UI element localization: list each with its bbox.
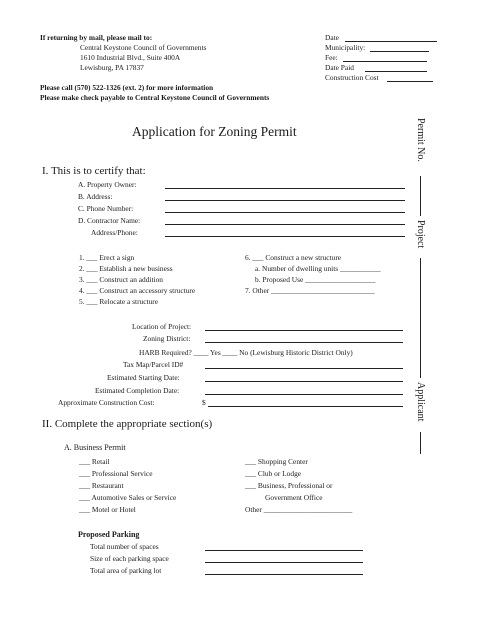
location-label: Location of Project: — [132, 322, 192, 331]
side-permit-field[interactable] — [420, 176, 421, 216]
option-relocate-structure[interactable]: 5. ___ Relocate a structure — [79, 297, 159, 306]
side-applicant-label: Applicant — [415, 382, 426, 422]
business-permit-title: A. Business Permit — [64, 443, 126, 452]
office-date-field[interactable] — [345, 41, 437, 42]
office-construction-cost-label: Construction Cost — [325, 73, 379, 82]
option-accessory-structure[interactable]: 4. ___ Construct an accessory structure — [79, 286, 196, 295]
parking-spaces-field[interactable] — [205, 550, 363, 551]
check-note: Please make check payable to Central Keystone Council of Governments — [40, 93, 270, 102]
business-professional-service[interactable]: ___ Professional Service — [79, 469, 153, 478]
option-other[interactable]: 7. Other ____________________________ — [245, 286, 375, 295]
office-date-label: Date — [325, 33, 339, 42]
side-permit-label: Permit No. — [415, 118, 426, 162]
mail-street: 1610 Industrial Blvd., Suite 400A — [80, 53, 181, 62]
section-1-title: I. This is to certify that: — [42, 165, 146, 177]
business-retail[interactable]: ___ Retail — [79, 457, 110, 466]
option-erect-sign[interactable]: 1. ___ Erect a sign — [79, 253, 135, 262]
start-date-label: Estimated Starting Date: — [107, 373, 180, 382]
start-date-field[interactable] — [205, 381, 403, 382]
location-field[interactable] — [205, 330, 403, 331]
contractor-field[interactable] — [165, 224, 405, 225]
business-professional-government[interactable]: ___ Business, Professional or — [245, 481, 333, 490]
contractor-label: D. Contractor Name: — [78, 216, 141, 225]
office-municipality-field[interactable] — [370, 51, 429, 52]
zoning-district-field[interactable] — [205, 342, 403, 343]
section-2-title: II. Complete the appropriate section(s) — [42, 418, 213, 430]
business-restaurant[interactable]: ___ Restaurant — [79, 481, 124, 490]
side-project-label: Project — [415, 220, 426, 249]
phone-field[interactable] — [165, 212, 405, 213]
mail-organization: Central Keystone Council of Governments — [80, 43, 207, 52]
property-owner-field[interactable] — [165, 188, 405, 189]
proposed-use-field[interactable]: b. Proposed Use ___________________ — [255, 275, 376, 284]
office-date-paid-field[interactable] — [365, 71, 427, 72]
property-owner-label: A. Property Owner: — [78, 180, 137, 189]
tax-map-label: Tax Map/Parcel ID# — [123, 360, 184, 369]
address-label: B. Address: — [78, 192, 113, 201]
zoning-district-label: Zoning District: — [143, 334, 191, 343]
completion-date-label: Estimated Completion Date: — [95, 386, 180, 395]
office-construction-cost-field[interactable] — [387, 81, 433, 82]
dollar-sign: $ — [202, 398, 206, 407]
business-automotive[interactable]: ___ Automotive Sales or Service — [79, 493, 177, 502]
mail-instruction: If returning by mail, please mail to: — [40, 33, 153, 42]
business-government-office-label: Government Office — [265, 493, 323, 502]
office-municipality-label: Municipality: — [325, 43, 366, 52]
completion-date-field[interactable] — [205, 394, 403, 395]
harb-required[interactable]: HARB Required? ____ Yes ____ No (Lewisburg Historic District Only) — [139, 348, 353, 357]
construction-cost-field[interactable] — [208, 406, 403, 407]
option-new-structure[interactable]: 6. ___ Construct a new structure — [245, 253, 342, 262]
page-title: Application for Zoning Permit — [132, 124, 297, 139]
office-fee-field[interactable] — [343, 61, 427, 62]
parking-size-label: Size of each parking space — [90, 554, 169, 563]
business-other[interactable]: Other ________________________ — [245, 505, 353, 514]
option-new-business[interactable]: 2. ___ Establish a new business — [79, 264, 173, 273]
side-project-field[interactable] — [420, 258, 421, 378]
office-fee-label: Fee: — [325, 53, 338, 62]
contractor-address-label: Address/Phone: — [91, 228, 138, 237]
business-shopping-center[interactable]: ___ Shopping Center — [245, 457, 308, 466]
office-date-paid-label: Date Paid — [325, 63, 354, 72]
parking-area-label: Total area of parking lot — [90, 566, 162, 575]
contractor-address-field[interactable] — [165, 236, 405, 237]
parking-size-field[interactable] — [205, 562, 363, 563]
phone-note: Please call (570) 522-1326 (ext. 2) for more information — [40, 83, 214, 92]
address-field[interactable] — [165, 200, 405, 201]
dwelling-units-field[interactable]: a. Number of dwelling units ___________ — [255, 264, 381, 273]
phone-label: C. Phone Number: — [78, 204, 134, 213]
tax-map-field[interactable] — [205, 368, 403, 369]
mail-city: Lewisburg, PA 17837 — [80, 63, 144, 72]
side-applicant-field[interactable] — [420, 432, 421, 454]
construction-cost-label: Approximate Construction Cost: — [58, 398, 155, 407]
proposed-parking-title: Proposed Parking — [78, 530, 140, 539]
business-club-lodge[interactable]: ___ Club or Lodge — [245, 469, 302, 478]
parking-area-field[interactable] — [205, 574, 363, 575]
business-motel-hotel[interactable]: ___ Motel or Hotel — [79, 505, 136, 514]
option-addition[interactable]: 3. ___ Construct an addition — [79, 275, 163, 284]
parking-spaces-label: Total number of spaces — [90, 542, 159, 551]
